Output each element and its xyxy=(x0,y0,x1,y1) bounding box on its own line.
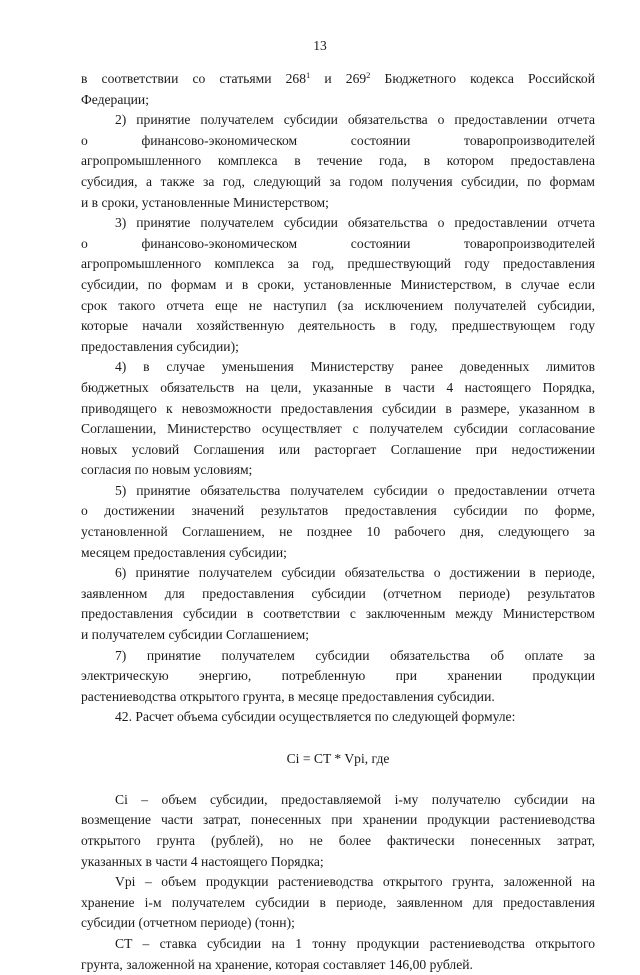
text-line: предоставления субсидии); xyxy=(81,338,239,354)
text-line: Соглашении, Министерство осуществляет с получателем субсидии согласование xyxy=(81,421,595,437)
list-item-2 xyxy=(81,110,595,213)
text-line: указанных в части 4 настоящего Порядка; xyxy=(81,853,324,869)
text-line: в соответствии со статьями $268^1$ и $269^2$ Бюджетного кодекса Российской xyxy=(81,70,595,86)
text-line: хранение i-м получателем субсидии в периоде, заявленном для предоставления xyxy=(81,894,595,910)
text-line: 7) принятие получателем субсидии обязательства об оплате за xyxy=(115,647,595,663)
paragraph-budget-code-reference xyxy=(81,69,595,110)
text-line: растениеводства открытого грунта, в месяце предоставления субсидии. xyxy=(81,688,495,704)
text-line: грунта, заложенной на хранение, которая составляет 146,00 рублей. xyxy=(81,956,473,972)
list-item-5 xyxy=(81,481,595,563)
clause-42 xyxy=(81,707,595,728)
spacer xyxy=(81,728,595,749)
text-line: субсидия, а также за год, следующий за годом получения субсидии, по формам xyxy=(81,173,595,189)
definition-vpi xyxy=(81,872,595,934)
text-line: Vpi – объем продукции растениеводства открытого грунта, заложенной на xyxy=(115,874,595,890)
document-body xyxy=(81,69,595,975)
list-item-3 xyxy=(81,213,595,357)
text-line: месяцем предоставления субсидии; xyxy=(81,544,287,560)
list-item-6 xyxy=(81,563,595,645)
text-line: 42. Расчет объема субсидии осуществляется по следующей формуле: xyxy=(115,709,516,725)
text-line: агропромышленного комплекса за год, предшествующий году предоставления xyxy=(81,256,595,272)
text-line: установленной Соглашением, не позднее 10 рабочего дня, следующего за xyxy=(81,524,595,540)
text-line: которые начали хозяйственную деятельность в году, предшествующем году xyxy=(81,318,595,334)
page-number: 13 xyxy=(313,38,327,53)
text-line: 2) принятие получателем субсидии обязательства о предоставлении отчета xyxy=(115,112,595,128)
text-line: 4) в случае уменьшения Министерству ранее доведенных лимитов xyxy=(115,359,595,375)
text-line: 6) принятие получателем субсидии обязательства о достижении в периоде, xyxy=(115,565,595,581)
text-line: о финансово-экономическом состоянии товаропроизводителей xyxy=(81,235,595,251)
text-line: субсидии, по формам и в сроки, установленные Министерством, в случае если xyxy=(81,276,595,292)
text-line: срок такого отчета еще не наступил (за исключением получателей субсидии, xyxy=(81,297,595,313)
spacer xyxy=(81,769,595,790)
text-line: 3) принятие получателем субсидии обязательства о предоставлении отчета xyxy=(115,215,595,231)
text-line: возмещение части затрат, понесенных при хранении продукции растениеводства xyxy=(81,812,595,828)
text-line: Федерации; xyxy=(81,91,149,107)
text-line: согласия по новым условиям; xyxy=(81,462,253,478)
text-line: субсидии (отчетном периоде) (тонн); xyxy=(81,915,295,931)
text-line: и получателем субсидии Соглашением; xyxy=(81,627,310,643)
text-line: электрическую энергию, потребленную при хранении продукции xyxy=(81,668,595,684)
text-line: открытого грунта (рублей), но не более фактически понесенных затрат, xyxy=(81,832,595,848)
text-line: заявленном для предоставления субсидии (отчетном периоде) результатов xyxy=(81,585,595,601)
definition-ct xyxy=(81,934,595,975)
text-line: агропромышленного комплекса в течение года, в котором предоставлена xyxy=(81,153,595,169)
text-line: бюджетных обязательств на цели, указанные в части 4 настоящего Порядка, xyxy=(81,379,595,395)
text-line: о достижении значений результатов предоставления субсидии по форме, xyxy=(81,503,595,519)
subsidy-formula: Ci = CT * Vpi, где xyxy=(286,750,390,766)
text-line: новых условий Соглашения или расторгает Соглашение при недостижении xyxy=(81,441,595,457)
text-line: о финансово-экономическом состоянии товаропроизводителей xyxy=(81,132,595,148)
text-line: предоставления субсидии в соответствии с заключенным между Министерством xyxy=(81,606,595,622)
text-line: приводящего к невозможности предоставления субсидии в размере, указанном в xyxy=(81,400,595,416)
text-line: Ci – объем субсидии, предоставляемой i-му получателю субсидии на xyxy=(115,791,595,807)
text-line: и в сроки, установленные Министерством; xyxy=(81,194,329,210)
text-line: 5) принятие обязательства получателем субсидии о предоставлении отчета xyxy=(115,482,595,498)
list-item-4 xyxy=(81,357,595,481)
definition-ci xyxy=(81,790,595,872)
text-line: CT – ставка субсидии на 1 тонну продукции растениеводства открытого xyxy=(115,935,595,951)
list-item-7 xyxy=(81,646,595,708)
